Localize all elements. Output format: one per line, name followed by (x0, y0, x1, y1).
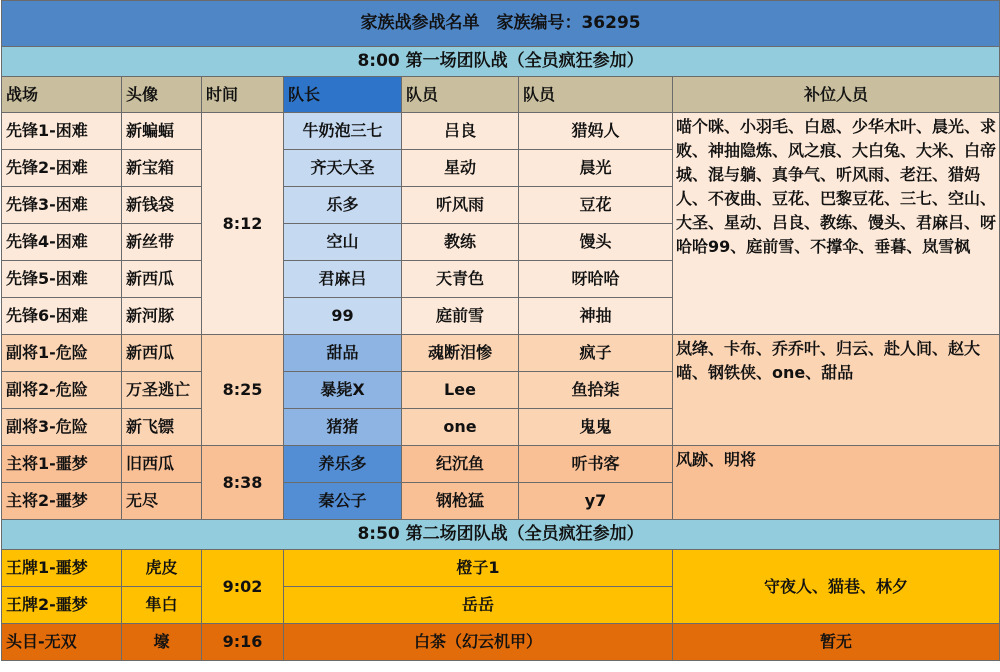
header-captain: 队长 (284, 77, 402, 113)
member-cell: 猎妈人 (519, 113, 673, 150)
avatar-cell: 新蝙蝠 (122, 113, 202, 150)
avatar-cell: 壕 (122, 624, 202, 661)
avatar-cell: 隼白 (122, 587, 202, 624)
captain-cell: 99 (284, 298, 402, 335)
field-cell: 王牌2-噩梦 (2, 587, 122, 624)
time-cell: 9:02 (202, 550, 284, 624)
field-cell: 先锋6-困难 (2, 298, 122, 335)
team-cell: 白茶（幻云机甲） (284, 624, 673, 661)
avatar-cell: 新飞镖 (122, 409, 202, 446)
member-cell: 鱼拾柒 (519, 372, 673, 409)
captain-cell: 养乐多 (284, 446, 402, 483)
captain-cell: 秦公子 (284, 483, 402, 520)
table-row (2, 113, 1000, 150)
avatar-cell: 旧西瓜 (122, 446, 202, 483)
member-cell: 豆花 (519, 187, 673, 224)
header-avatar: 头像 (122, 77, 202, 113)
subs-cell: 风跡、明将 (673, 446, 1000, 520)
avatar-cell: 无尽 (122, 483, 202, 520)
captain-cell: 乐多 (284, 187, 402, 224)
member-cell: 听风雨 (402, 187, 519, 224)
avatar-cell: 虎皮 (122, 550, 202, 587)
captain-cell: 猪猪 (284, 409, 402, 446)
captain-cell: 君麻吕 (284, 261, 402, 298)
field-cell: 先锋4-困难 (2, 224, 122, 261)
captain-cell: 空山 (284, 224, 402, 261)
avatar-cell: 新河豚 (122, 298, 202, 335)
section-title-1: 8:00 第一场团队战（全员疯狂参加） (2, 47, 1000, 77)
member-cell: 钢枪猛 (402, 483, 519, 520)
time-cell: 8:25 (202, 335, 284, 446)
team-cell: 岳岳 (284, 587, 673, 624)
time-cell: 9:16 (202, 624, 284, 661)
header-member-1: 队员 (402, 77, 519, 113)
page-title: 家族战参战名单 家族编号：36295 (2, 1, 1000, 47)
member-cell: 听书客 (519, 446, 673, 483)
member-cell: 教练 (402, 224, 519, 261)
header-member-2: 队员 (519, 77, 673, 113)
header-time: 时间 (202, 77, 284, 113)
field-cell: 副将1-危险 (2, 335, 122, 372)
field-cell: 先锋5-困难 (2, 261, 122, 298)
member-cell: 魂断泪惨 (402, 335, 519, 372)
avatar-cell: 新钱袋 (122, 187, 202, 224)
table-row (2, 550, 1000, 587)
field-cell: 先锋1-困难 (2, 113, 122, 150)
member-cell: 鬼鬼 (519, 409, 673, 446)
field-cell: 王牌1-噩梦 (2, 550, 122, 587)
captain-cell: 甜品 (284, 335, 402, 372)
field-cell: 头目-无双 (2, 624, 122, 661)
field-cell: 先锋2-困难 (2, 150, 122, 187)
subs-cell: 喵个咪、小羽毛、白恩、少华木叶、晨光、求败、神抽隐炼、风之痕、大白兔、大米、白帝城、混与躺、真争气、听风雨、老汪、猎妈人、不夜曲、豆花、巴黎豆花、三七、空山、大圣、星动、吕良、教练、馒头、君麻吕、呀哈哈99、庭前雪、不撑伞、垂暮、岚雪枫 (673, 113, 1000, 335)
member-cell: 庭前雪 (402, 298, 519, 335)
time-cell: 8:12 (202, 113, 284, 335)
member-cell: 馒头 (519, 224, 673, 261)
section-title-2: 8:50 第二场团队战（全员疯狂参加） (2, 520, 1000, 550)
member-cell: 晨光 (519, 150, 673, 187)
member-cell: Lee (402, 372, 519, 409)
subs-cell: 岚绛、卡布、乔乔叶、归云、赴人间、赵大喵、钢铁侠、one、甜品 (673, 335, 1000, 446)
roster-table (1, 0, 1000, 661)
table-row (2, 446, 1000, 483)
time-cell: 8:38 (202, 446, 284, 520)
subs-cell: 守夜人、猫巷、林夕 (673, 550, 1000, 624)
avatar-cell: 新西瓜 (122, 335, 202, 372)
member-cell: one (402, 409, 519, 446)
member-cell: 星动 (402, 150, 519, 187)
field-cell: 副将2-危险 (2, 372, 122, 409)
field-cell: 主将1-噩梦 (2, 446, 122, 483)
avatar-cell: 新丝带 (122, 224, 202, 261)
table-row (2, 624, 1000, 661)
captain-cell: 牛奶泡三七 (284, 113, 402, 150)
member-cell: 疯子 (519, 335, 673, 372)
avatar-cell: 新西瓜 (122, 261, 202, 298)
member-cell: 呀哈哈 (519, 261, 673, 298)
member-cell: 纪沉鱼 (402, 446, 519, 483)
header-subs: 补位人员 (673, 77, 1000, 113)
member-cell: y7 (519, 483, 673, 520)
header-row (2, 77, 1000, 113)
captain-cell: 暴毙X (284, 372, 402, 409)
avatar-cell: 新宝箱 (122, 150, 202, 187)
subs-cell: 暂无 (673, 624, 1000, 661)
table-row (2, 335, 1000, 372)
avatar-cell: 万圣逃亡 (122, 372, 202, 409)
header-field: 战场 (2, 77, 122, 113)
captain-cell: 齐天大圣 (284, 150, 402, 187)
member-cell: 吕良 (402, 113, 519, 150)
field-cell: 副将3-危险 (2, 409, 122, 446)
member-cell: 天青色 (402, 261, 519, 298)
member-cell: 神抽 (519, 298, 673, 335)
field-cell: 主将2-噩梦 (2, 483, 122, 520)
team-cell: 橙子1 (284, 550, 673, 587)
field-cell: 先锋3-困难 (2, 187, 122, 224)
